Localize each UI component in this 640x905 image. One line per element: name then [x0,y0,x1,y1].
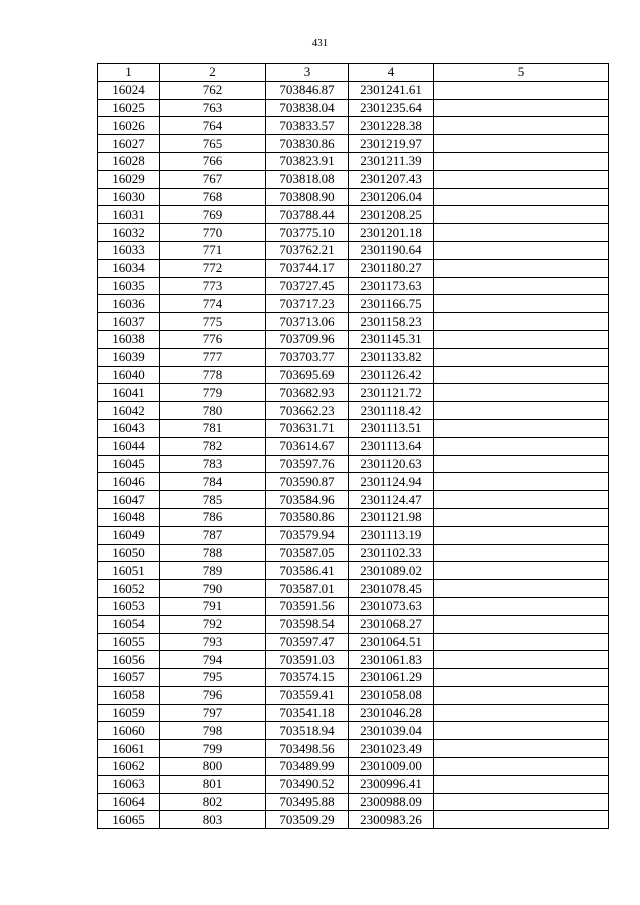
table-cell-col-4: 2301166.75 [349,295,434,313]
table-cell-col-4: 2301023.49 [349,740,434,758]
table-cell-col-5 [434,330,609,348]
table-cell-col-5 [434,295,609,313]
table-cell-col-3: 703703.77 [266,348,349,366]
table-cell-col-2: 766 [160,152,266,170]
table-row [98,562,609,580]
table-cell-col-4: 2301073.63 [349,597,434,615]
table-cell-col-1: 16053 [98,597,160,615]
table-cell-col-4: 2301219.97 [349,135,434,153]
table-cell-col-1: 16052 [98,580,160,598]
table-cell-col-3: 703541.18 [266,704,349,722]
table-cell-col-4: 2301124.47 [349,491,434,509]
table-row [98,135,609,153]
table-row [98,544,609,562]
table-cell-col-5 [434,241,609,259]
table-cell-col-5 [434,615,609,633]
table-cell-col-3: 703713.06 [266,313,349,331]
table-cell-col-1: 16036 [98,295,160,313]
table-cell-col-5 [434,758,609,776]
table-cell-col-3: 703590.87 [266,473,349,491]
table-cell-col-4: 2301228.38 [349,117,434,135]
table-cell-col-4: 2301113.64 [349,437,434,455]
table-cell-col-5 [434,669,609,687]
table-cell-col-4: 2301064.51 [349,633,434,651]
table-cell-col-5 [434,313,609,331]
table-row [98,366,609,384]
table-cell-col-4: 2301039.04 [349,722,434,740]
table-cell-col-3: 703580.86 [266,508,349,526]
table-cell-col-2: 777 [160,348,266,366]
table-cell-col-5 [434,117,609,135]
table-cell-col-2: 803 [160,811,266,829]
table-row [98,437,609,455]
table-cell-col-1: 16056 [98,651,160,669]
table-cell-col-4: 2301190.64 [349,241,434,259]
table-cell-col-4: 2301173.63 [349,277,434,295]
table-cell-col-3: 703509.29 [266,811,349,829]
table-cell-col-3: 703788.44 [266,206,349,224]
table-cell-col-1: 16049 [98,526,160,544]
table-row [98,811,609,829]
table-row [98,669,609,687]
table-cell-col-5 [434,81,609,99]
table-cell-col-1: 16046 [98,473,160,491]
table-cell-col-5 [434,775,609,793]
table-cell-col-3: 703498.56 [266,740,349,758]
table-cell-col-1: 16029 [98,170,160,188]
table-cell-col-4: 2301158.23 [349,313,434,331]
table-cell-col-3: 703695.69 [266,366,349,384]
table-cell-col-3: 703614.67 [266,437,349,455]
table-cell-col-2: 789 [160,562,266,580]
table-cell-col-2: 799 [160,740,266,758]
table-row [98,615,609,633]
table-row [98,402,609,420]
table-cell-col-3: 703662.23 [266,402,349,420]
table-cell-col-3: 703830.86 [266,135,349,153]
table-cell-col-3: 703597.47 [266,633,349,651]
table-cell-col-5 [434,99,609,117]
table-cell-col-2: 765 [160,135,266,153]
column-header-5: 5 [434,64,609,82]
table-row [98,473,609,491]
table-cell-col-5 [434,508,609,526]
column-header-2: 2 [160,64,266,82]
table-cell-col-2: 783 [160,455,266,473]
table-cell-col-2: 764 [160,117,266,135]
table-cell-col-3: 703846.87 [266,81,349,99]
table-cell-col-5 [434,491,609,509]
table-row [98,152,609,170]
table-cell-col-1: 16060 [98,722,160,740]
table-cell-col-2: 791 [160,597,266,615]
table-cell-col-4: 2301046.28 [349,704,434,722]
table-cell-col-2: 771 [160,241,266,259]
table-cell-col-3: 703574.15 [266,669,349,687]
table-cell-col-5 [434,704,609,722]
table-cell-col-3: 703495.88 [266,793,349,811]
table-cell-col-5 [434,562,609,580]
table-row [98,775,609,793]
table-cell-col-3: 703587.05 [266,544,349,562]
table-cell-col-5 [434,152,609,170]
table-cell-col-2: 786 [160,508,266,526]
table-cell-col-1: 16043 [98,419,160,437]
table-cell-col-5 [434,597,609,615]
table-cell-col-4: 2301113.51 [349,419,434,437]
coordinates-table [97,63,609,829]
table-cell-col-2: 794 [160,651,266,669]
table-cell-col-2: 772 [160,259,266,277]
table-cell-col-3: 703717.23 [266,295,349,313]
table-cell-col-2: 785 [160,491,266,509]
table-cell-col-5 [434,170,609,188]
table-row [98,330,609,348]
table-row [98,295,609,313]
table-cell-col-2: 779 [160,384,266,402]
table-cell-col-2: 767 [160,170,266,188]
table-cell-col-2: 802 [160,793,266,811]
table-cell-col-2: 781 [160,419,266,437]
table-cell-col-1: 16024 [98,81,160,99]
column-header-3: 3 [266,64,349,82]
table-cell-col-1: 16028 [98,152,160,170]
table-row [98,526,609,544]
table-cell-col-2: 775 [160,313,266,331]
table-cell-col-5 [434,455,609,473]
table-cell-col-1: 16048 [98,508,160,526]
table-cell-col-2: 793 [160,633,266,651]
table-cell-col-4: 2301058.08 [349,686,434,704]
table-cell-col-5 [434,722,609,740]
table-cell-col-1: 16042 [98,402,160,420]
table-row [98,455,609,473]
table-cell-col-1: 16047 [98,491,160,509]
table-row [98,651,609,669]
table-row [98,740,609,758]
table-row [98,170,609,188]
column-header-1: 1 [98,64,160,82]
table-cell-col-2: 782 [160,437,266,455]
table-row [98,81,609,99]
table-cell-col-4: 2301201.18 [349,224,434,242]
table-cell-col-5 [434,437,609,455]
table-cell-col-4: 2300983.26 [349,811,434,829]
table-cell-col-2: 796 [160,686,266,704]
table-row [98,704,609,722]
table-cell-col-1: 16064 [98,793,160,811]
table-cell-col-1: 16026 [98,117,160,135]
table-row [98,722,609,740]
table-cell-col-3: 703518.94 [266,722,349,740]
table-cell-col-2: 795 [160,669,266,687]
table-cell-col-2: 774 [160,295,266,313]
table-cell-col-5 [434,259,609,277]
table-cell-col-3: 703579.94 [266,526,349,544]
table-cell-col-2: 762 [160,81,266,99]
table-cell-col-3: 703709.96 [266,330,349,348]
table-row [98,580,609,598]
table-cell-col-3: 703727.45 [266,277,349,295]
table-cell-col-3: 703818.08 [266,170,349,188]
table-cell-col-4: 2301102.33 [349,544,434,562]
table-cell-col-3: 703744.17 [266,259,349,277]
table-cell-col-3: 703584.96 [266,491,349,509]
table-cell-col-1: 16041 [98,384,160,402]
table-cell-col-4: 2300988.09 [349,793,434,811]
table-cell-col-2: 773 [160,277,266,295]
table-cell-col-4: 2301126.42 [349,366,434,384]
table-cell-col-1: 16033 [98,241,160,259]
table-cell-col-3: 703631.71 [266,419,349,437]
table-row [98,224,609,242]
table-cell-col-5 [434,206,609,224]
table-cell-col-4: 2300996.41 [349,775,434,793]
table-cell-col-1: 16031 [98,206,160,224]
table-cell-col-5 [434,473,609,491]
table-cell-col-5 [434,419,609,437]
table-cell-col-2: 801 [160,775,266,793]
table-row [98,633,609,651]
table-cell-col-5 [434,811,609,829]
table-cell-col-1: 16063 [98,775,160,793]
table-cell-col-3: 703833.57 [266,117,349,135]
table-row [98,188,609,206]
table-cell-col-4: 2301208.25 [349,206,434,224]
table-cell-col-1: 16057 [98,669,160,687]
table-cell-col-5 [434,348,609,366]
table-cell-col-1: 16058 [98,686,160,704]
table-cell-col-3: 703489.99 [266,758,349,776]
table-cell-col-4: 2301133.82 [349,348,434,366]
table-row [98,491,609,509]
table-cell-col-2: 768 [160,188,266,206]
table-cell-col-4: 2301145.31 [349,330,434,348]
table-cell-col-1: 16027 [98,135,160,153]
table-cell-col-1: 16050 [98,544,160,562]
table-cell-col-1: 16062 [98,758,160,776]
table-cell-col-4: 2301211.39 [349,152,434,170]
table-row [98,384,609,402]
table-cell-col-5 [434,135,609,153]
table-row [98,597,609,615]
table-cell-col-2: 763 [160,99,266,117]
table-cell-col-1: 16040 [98,366,160,384]
table-row [98,259,609,277]
table-row [98,758,609,776]
table-cell-col-4: 2301118.42 [349,402,434,420]
table-cell-col-1: 16032 [98,224,160,242]
table-cell-col-2: 788 [160,544,266,562]
table-cell-col-3: 703808.90 [266,188,349,206]
table-cell-col-4: 2301180.27 [349,259,434,277]
table-cell-col-2: 776 [160,330,266,348]
table-cell-col-3: 703597.76 [266,455,349,473]
table-cell-col-5 [434,188,609,206]
table-row [98,206,609,224]
table-cell-col-1: 16051 [98,562,160,580]
table-cell-col-1: 16025 [98,99,160,117]
table-cell-col-2: 798 [160,722,266,740]
table-cell-col-5 [434,793,609,811]
table-cell-col-1: 16037 [98,313,160,331]
table-header [98,64,609,82]
table-cell-col-2: 784 [160,473,266,491]
table-cell-col-5 [434,740,609,758]
table-cell-col-2: 792 [160,615,266,633]
table-cell-col-1: 16039 [98,348,160,366]
table-cell-col-5 [434,384,609,402]
table-cell-col-5 [434,402,609,420]
table-cell-col-3: 703775.10 [266,224,349,242]
table-cell-col-3: 703823.91 [266,152,349,170]
table-row [98,686,609,704]
table-cell-col-3: 703838.04 [266,99,349,117]
table-cell-col-3: 703598.54 [266,615,349,633]
table-cell-col-2: 790 [160,580,266,598]
table-cell-col-2: 787 [160,526,266,544]
table-row [98,117,609,135]
table-row [98,419,609,437]
table-cell-col-1: 16035 [98,277,160,295]
table-cell-col-4: 2301061.29 [349,669,434,687]
table-cell-col-4: 2301009.00 [349,758,434,776]
table-cell-col-3: 703490.52 [266,775,349,793]
page-number: 431 [311,37,329,49]
table-cell-col-3: 703587.01 [266,580,349,598]
table-cell-col-5 [434,544,609,562]
table-cell-col-2: 780 [160,402,266,420]
table-row [98,313,609,331]
table-row [98,508,609,526]
table-row [98,277,609,295]
table-cell-col-5 [434,686,609,704]
table-cell-col-4: 2301206.04 [349,188,434,206]
table-cell-col-5 [434,224,609,242]
table-cell-col-5 [434,526,609,544]
table-cell-col-1: 16059 [98,704,160,722]
table-cell-col-5 [434,366,609,384]
table-cell-col-1: 16044 [98,437,160,455]
table-row [98,241,609,259]
table-cell-col-4: 2301121.72 [349,384,434,402]
table-cell-col-4: 2301121.98 [349,508,434,526]
table-cell-col-3: 703591.03 [266,651,349,669]
table-cell-col-4: 2301113.19 [349,526,434,544]
table-row [98,99,609,117]
column-header-4: 4 [349,64,434,82]
table-cell-col-1: 16055 [98,633,160,651]
table-cell-col-4: 2301207.43 [349,170,434,188]
table-cell-col-3: 703762.21 [266,241,349,259]
table-cell-col-1: 16054 [98,615,160,633]
table-cell-col-4: 2301120.63 [349,455,434,473]
table-row [98,348,609,366]
table-cell-col-5 [434,633,609,651]
table-cell-col-2: 778 [160,366,266,384]
header-row [98,64,609,82]
table-cell-col-3: 703682.93 [266,384,349,402]
table-cell-col-2: 769 [160,206,266,224]
table-cell-col-1: 16038 [98,330,160,348]
table-body [98,81,609,828]
table-cell-col-2: 770 [160,224,266,242]
table-cell-col-1: 16034 [98,259,160,277]
table-cell-col-4: 2301089.02 [349,562,434,580]
table-cell-col-3: 703591.56 [266,597,349,615]
table-cell-col-4: 2301078.45 [349,580,434,598]
table-cell-col-1: 16065 [98,811,160,829]
table-cell-col-1: 16045 [98,455,160,473]
table-cell-col-1: 16061 [98,740,160,758]
table-cell-col-4: 2301241.61 [349,81,434,99]
table-cell-col-5 [434,277,609,295]
table-cell-col-5 [434,651,609,669]
table-cell-col-2: 800 [160,758,266,776]
table-cell-col-4: 2301068.27 [349,615,434,633]
table-cell-col-3: 703559.41 [266,686,349,704]
table-cell-col-4: 2301124.94 [349,473,434,491]
table-row [98,793,609,811]
table-cell-col-3: 703586.41 [266,562,349,580]
table-cell-col-4: 2301061.83 [349,651,434,669]
table-cell-col-2: 797 [160,704,266,722]
table-cell-col-5 [434,580,609,598]
table-cell-col-4: 2301235.64 [349,99,434,117]
table-cell-col-1: 16030 [98,188,160,206]
